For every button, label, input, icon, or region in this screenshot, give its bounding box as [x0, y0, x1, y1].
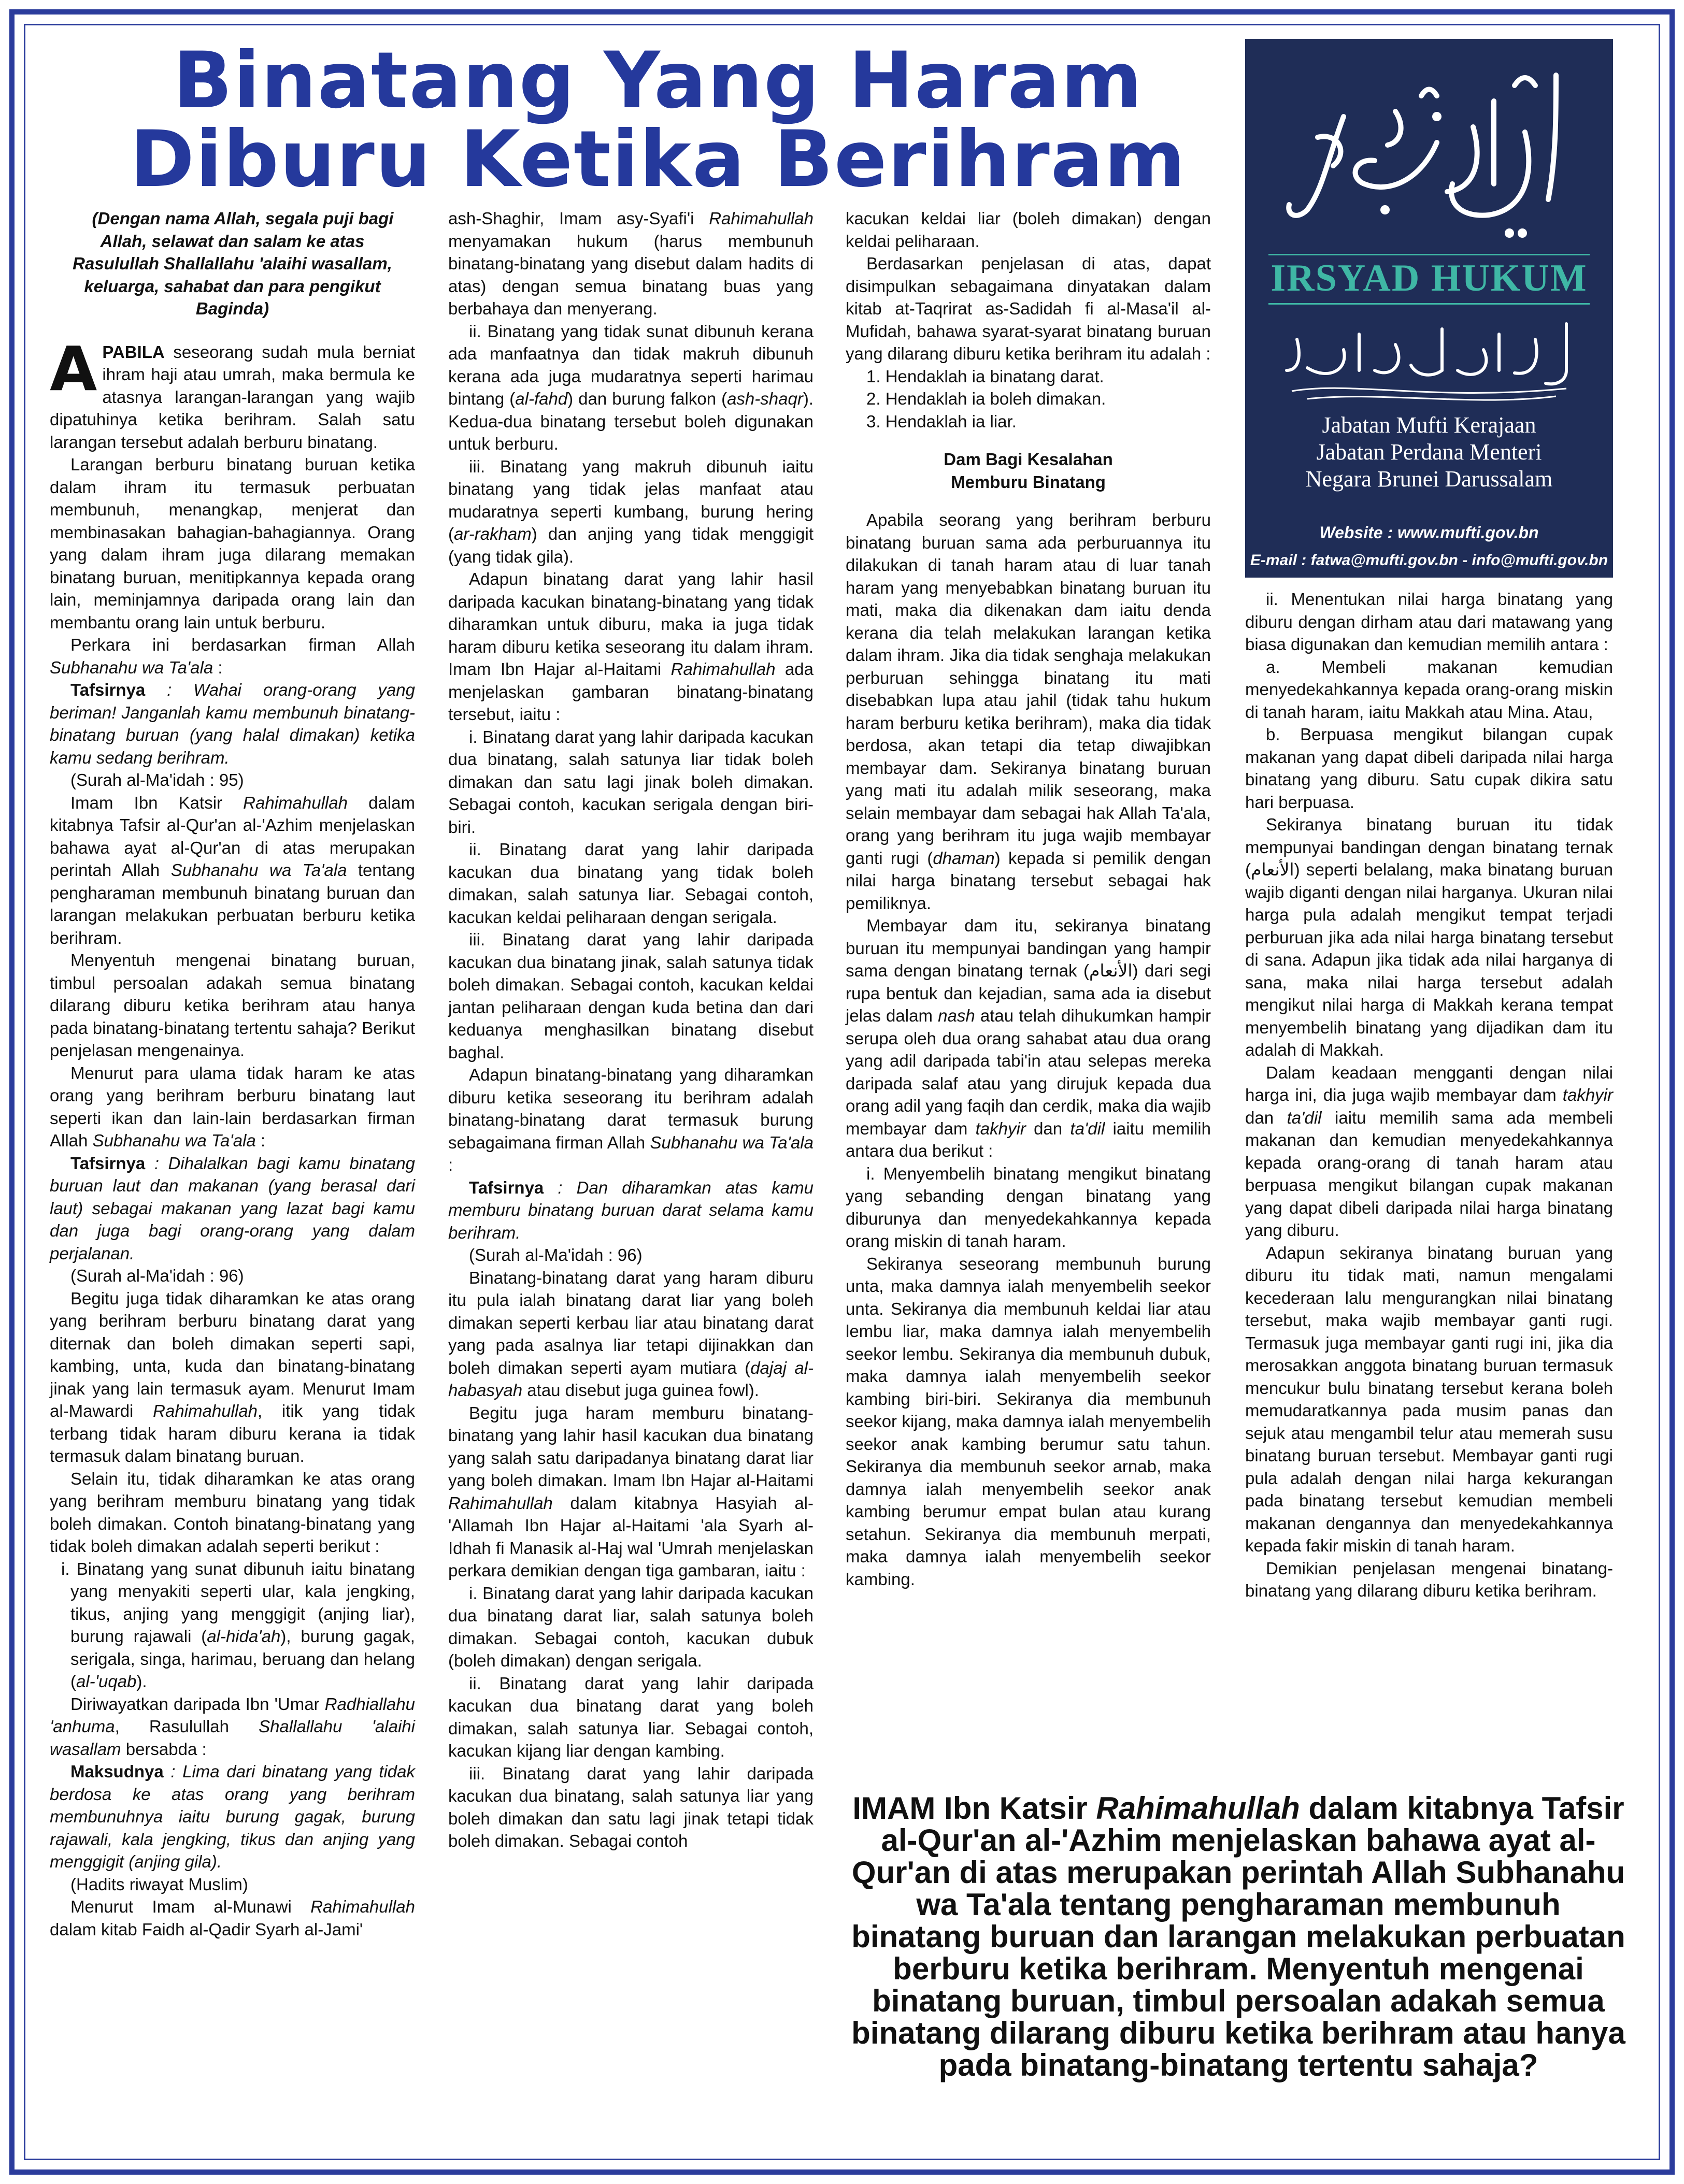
arabic-dept-text: جابتن مفتي كراجان — [1276, 307, 1343, 315]
opening-word: PABILA — [102, 342, 165, 362]
tafsir-label: Tafsirnya — [469, 1177, 544, 1197]
condition-item: 2. Hendaklah ia boleh dimakan. — [866, 389, 1106, 408]
hadith-reference: (Hadits riwayat Muslim) — [70, 1874, 248, 1894]
drop-cap: A — [50, 333, 97, 405]
text: ). Kedua-dua binatang tersebut boleh digunakan untuk berburu. — [448, 389, 814, 453]
text: ta'dil — [1287, 1108, 1322, 1127]
text: nash — [938, 1006, 975, 1025]
text: Rahimahullah — [153, 1401, 258, 1420]
website-link[interactable]: Website : www.mufti.gov.bn — [1319, 523, 1539, 542]
text: Shallallahu 'alaihi wasallam — [50, 1717, 415, 1759]
paragraph — [448, 1064, 814, 1176]
article-column-2 — [448, 207, 814, 1852]
text: ii. Binatang yang tidak sunat dibunuh kerana ada manfaatnya dan tidak makruh dibunuh kerana ada juga mudaratnya seperti harimau bintang ( — [448, 321, 814, 408]
page-title — [78, 36, 1238, 205]
condition-item: 3. Hendaklah ia liar. — [866, 411, 1017, 431]
text: Sekiranya binatang buruan itu tidak mempunyai bandingan dengan binatang ternak ( — [1245, 815, 1613, 879]
text: , Rasulullah — [115, 1717, 259, 1736]
text: dan — [1245, 1108, 1287, 1127]
article-column-3 — [846, 207, 1211, 1590]
text: Begitu juga haram memburu binatang-binatang yang lahir hasil kacukan dua binatang yang salah satu daripadanya binatang darat liar yang boleh dimakan. Imam Ibn Hajar al-Haitami — [448, 1403, 814, 1490]
text: Adapun binatang-binatang yang diharamkan diburu ketika seseorang itu berihram adalah binatang-binatang darat termasuk burung sebagaimana firman Allah — [448, 1065, 814, 1152]
arabic-term: الأنعام — [1089, 961, 1133, 980]
text: Rahimahullah — [448, 1493, 553, 1513]
text: dalam kitabnya Tafsir al-Qur'an al-'Azhim menjelaskan bahawa ayat al-Qur'an di atas merupakan perintah Allah — [50, 793, 415, 880]
text: takhyir — [975, 1118, 1026, 1138]
text: Imam Ibn Katsir — [70, 793, 244, 812]
text: i. Binatang yang sunat dibunuh iaitu binatang yang menyakiti seperti ular, kala jengking, tikus, anjing yang menggigit (anjing liar), burung rajawali ( — [61, 1559, 415, 1646]
text: ta'dil — [1070, 1118, 1105, 1138]
dept-line-3: Negara Brunei Darussalam — [1305, 466, 1553, 492]
maksud-label: Maksudnya — [70, 1762, 164, 1781]
department-names — [1245, 412, 1613, 493]
section-heading — [846, 448, 1211, 493]
paragraph: Adapun sekiranya binatang buruan yang diburu itu tidak mati, namun mengalami kecederaan lalu mengurangkan nilai binatang tersebut, maka wajib membayar ganti rugi. Termasuk juga membayar ganti rugi ini, jika dia merosakkan anggota binatang buruan termasuk mencukur bulu binatang tersebut kerana boleh memudaratkannya pada musim panas dan sejuk atau mengambil telur atau memerah susu binatang buruan tersebut. Membayar ganti rugi pula adalah dengan nilai harga kekurangan pada binatang tersebut kemudian membeli makanan dengannya dan menyedekahkannya kepada fakir miskin di tanah haram. — [1245, 1243, 1613, 1555]
pull-quote-text: dalam kitabnya Tafsir al-Qur'an al-'Azhim menjelaskan bahawa ayat al-Qur'an di atas merupakan perintah Allah Subhanahu wa Ta'ala tentang pengharaman membunuh binatang buruan dan larangan melakukan perbuatan berburu ketika berihram. Menyentuh mengenai binatang buruan, timbul persoalan adakah semua binatang dilarang diburu ketika berihram atau hanya pada binatang-binatang tertentu sahaja? — [851, 1791, 1625, 2082]
paragraph — [50, 1693, 415, 1761]
heading-line-1: Dam Bagi Kesalahan — [944, 450, 1113, 469]
list-item: i. Binatang darat yang lahir daripada kacukan dua binatang, salah satunya liar tidak boleh dimakan dan satu lagi jinak boleh dimakan. Sebagai contoh, kacukan serigala dengan biri-biri. — [448, 727, 814, 837]
tafsir-text: : Wahai orang-orang yang beriman! Janganlah kamu membunuh binatang-binatang buruan (yang halal dimakan) ketika kamu sedang berihram. — [50, 680, 415, 767]
intro-blessing: (Dengan nama Allah, segala puji bagi Allah, selawat dan salam ke atas Rasulullah Shallallahu 'alaihi wasallam, keluarga, sahabat dan para pengikut Baginda) — [73, 209, 394, 318]
logo-divider-bottom — [1268, 303, 1590, 305]
text: bersabda : — [121, 1739, 207, 1759]
calligraphy-emblem — [1266, 48, 1592, 246]
list-item — [50, 1558, 415, 1693]
department-arabic-emblem — [1276, 307, 1582, 407]
list-item: i. Binatang darat yang lahir daripada kacukan dua binatang darat liar, salah satunya boleh dimakan. Sebagai contoh, kacukan dubuk (boleh dimakan) dengan serigala. — [448, 1583, 814, 1670]
pull-quote-text: Rahimahullah — [1096, 1791, 1300, 1826]
tafsir-text: : Dihalalkan bagi kamu binatang buruan laut dan makanan (yang berasal dari laut) sebagai makanan yang lazat bagi kamu dan juga bagi orang-orang yang dalam perjalanan. — [50, 1153, 415, 1263]
arabic-title-text: ارشاد حكم — [1266, 48, 1303, 56]
list-item: ii. Binatang darat yang lahir daripada kacukan dua binatang darat yang boleh dimakan, salah satunya liar. Sebagai contoh, kacukan kijang liar dengan kambing. — [448, 1673, 814, 1760]
text: ) seperti belalang, maka binatang buruan wajib diganti dengan nilai harganya. Ukuran nilai harga pula adalah mengikut tempat terjadi perburuan jika ada nilai harga binatang tersebut di sana. Adapun jika tidak ada nilai harganya di sana, maka nilai harga tersebut adalah mengikut nilai harga di Makkah kerana tempat menyembelih binatang yang dijadikan dam itu adalah di Makkah. — [1245, 860, 1613, 1059]
list-item: i. Menyembelih binatang mengikut binatang yang sebanding dengan binatang yang diburunya dan menyedekahkannya kepada orang miskin di tanah haram. — [846, 1163, 1211, 1251]
text: takhyir — [1562, 1085, 1613, 1104]
paragraph — [50, 1062, 415, 1152]
surah-reference: (Surah al-Ma'idah : 96) — [70, 1266, 244, 1285]
text: ). — [136, 1672, 147, 1691]
text: : — [213, 657, 223, 677]
paragraph — [50, 792, 415, 950]
tafsir-quote — [50, 679, 415, 769]
paragraph — [448, 1402, 814, 1582]
text: Rahimahullah — [243, 793, 348, 812]
text: dalam kitabnya Hasyiah al-'Allamah Ibn Hajar al-Haitami 'ala Syarh al-Idhah fi Manasik al-Haj wal 'Umrah menjelaskan perkara demikian dengan tiga gambaran, iaitu : — [448, 1493, 814, 1580]
dept-line-1: Jabatan Mufti Kerajaan — [1322, 412, 1536, 438]
opening-paragraph — [50, 333, 415, 454]
paragraph — [448, 568, 814, 726]
text: Dalam keadaan mengganti dengan nilai harga ini, dia juga wajib membayar dam — [1245, 1062, 1613, 1104]
paragraph — [846, 914, 1211, 1162]
surah-reference: (Surah al-Ma'idah : 95) — [70, 770, 244, 789]
paragraph: Larangan berburu binatang buruan ketika dalam ihram itu termasuk perbuatan membunuh, menangkap, menjerat dan membinasakan bahagian-bahagiannya. Orang yang dalam ihram juga dilarang memakan binatang buruan, menitipkannya kepada orang lain, meminjamnya daripada orang lain dan membantu orang lain untuk berburu. — [50, 455, 415, 632]
logo-title: IRSYAD HUKUM — [1271, 257, 1588, 299]
text: Subhanahu wa Ta'ala — [92, 1131, 256, 1150]
tafsir-quote — [50, 1152, 415, 1265]
arabic-term: الأنعام — [1251, 860, 1294, 879]
irsyad-hukum-logo — [1245, 39, 1613, 578]
text: ) kepada si pemilik dengan nilai harga binatang tersebut sebagai hak pemiliknya. — [846, 848, 1211, 913]
text: Apabila seorang yang berihram berburu binatang buruan sama ada perburuannya itu dilakukan di tanah haram atau di luar tanah haram yang menyebabkan binatang buruan itu mati, maka dia dikenakan dam iaitu denda kerana dia telah melakukan larangan ketika dalam ihram. Jika dia tidak senghaja melakukan perburuan sehingga binatang itu mati disebabkan lupa atau jahil (tidak tahu hukum haram berburu ketika berihram), maka dia tidak berdosa, akan tetapi dia tetap diwajibkan membayar dam. Sekiranya binatang buruan yang mati itu adalah milik seseorang, maka selain membayar dam sebagai hak Allah Ta'ala, orang yang berihram itu juga wajib membayar ganti rugi ( — [846, 510, 1211, 868]
pull-quote-text: IMAM Ibn Katsir — [852, 1791, 1096, 1826]
paragraph: Sekiranya seseorang membunuh burung unta, maka damnya ialah menyembelih seekor unta. Sekiranya dia membunuh keldai liar atau lembu liar, maka damnya ialah menyembelih seekor lembu. Sekiranya dia membunuh dubuk, maka damnya ialah menyembelih seekor kambing biri-biri. Sekiranya dia membunuh seekor kijang, maka damnya ialah menyembelih seekor anak kambing berumur satu tahun. Sekiranya dia membunuh seekor arnab, maka damnya ialah menyembelih seekor anak kambing berumur empat bulan atau kurang setahun. Sekiranya dia membunuh merpati, maka damnya ialah menyembelih seekor kambing. — [846, 1254, 1211, 1589]
text: Binatang-binatang darat yang haram diburu itu pula ialah binatang darat liar yang boleh dimakan seperti kerbau liar atau binatang darat yang pada asalnya liar tetapi dijinakkan dan boleh dimakan seperti ayam mutiara ( — [448, 1268, 814, 1377]
paragraph: Menyentuh mengenai binatang buruan, timbul persoalan adakah semua binatang dilarang diburu ketika berihram atau hanya pada binatang-binatang tertentu sahaja? Berikut penjelasan mengenainya. — [50, 951, 415, 1060]
text: : — [448, 1155, 453, 1174]
text: ) dan burung falkon ( — [567, 389, 727, 408]
email-contact[interactable]: E-mail : fatwa@mufti.gov.bn - info@mufti.gov.bn — [1250, 552, 1608, 569]
paragraph — [1245, 1061, 1613, 1242]
text: Subhanahu wa Ta'ala — [50, 657, 213, 677]
surah-reference: (Surah al-Ma'idah : 96) — [469, 1245, 643, 1265]
text: al-'uqab — [76, 1672, 137, 1691]
paragraph — [846, 509, 1211, 914]
text: Radhiallahu 'anhuma — [50, 1694, 415, 1736]
text: al-hida'ah — [207, 1627, 281, 1646]
paragraph: kacukan keldai liar (boleh dimakan) dengan keldai peliharaan. — [846, 209, 1211, 251]
list-item — [448, 320, 814, 455]
paragraph: Selain itu, tidak diharamkan ke atas orang yang berihram memburu binatang yang tidak boleh dimakan. Contoh binatang-binatang yang tidak boleh dimakan adalah seperti berikut : — [50, 1469, 415, 1556]
list-item: iii. Binatang darat yang lahir daripada kacukan dua binatang jinak, salah satunya tidak boleh dimakan. Sebagai contoh, kacukan keldai jantan peliharaan dengan kuda betina dan dari keduanya menghasilkan binatang disebut baghal. — [448, 930, 814, 1062]
paragraph — [50, 1287, 415, 1468]
text: Rahimahullah — [670, 659, 776, 679]
text: Perkara ini berdasarkan firman Allah — [70, 635, 415, 654]
list-item — [448, 455, 814, 568]
condition-item: 1. Hendaklah ia binatang darat. — [866, 366, 1104, 386]
text: Menurut Imam al-Munawi — [70, 1897, 311, 1916]
text: ) dari segi rupa bentuk dan kejadian, sama ada ia disebut jelas dalam — [846, 961, 1211, 1025]
text: Subhanahu wa Ta'ala — [170, 860, 347, 880]
text: dhaman — [933, 848, 995, 868]
text: menyamakan hukum (harus membunuh binatang-binatang yang disebut dalam hadits di atas) dengan semua binatang buas yang berbahaya dan menyerang. — [448, 231, 814, 318]
dept-line-2: Jabatan Perdana Menteri — [1316, 439, 1542, 465]
hadith-text: : Lima dari binatang yang tidak berdosa ke atas orang yang berihram membunuhnya iaitu burung gagak, burung rajawali, kala jengking, tikus dan anjing yang menggigit (anjing gila). — [50, 1762, 415, 1871]
text: Subhanahu wa Ta'ala — [650, 1132, 814, 1152]
text: Membayar dam itu, sekiranya binatang buruan itu mempunyai bandingan yang hampir sama dengan binatang ternak ( — [846, 916, 1211, 980]
heading-line-2: Memburu Binatang — [951, 472, 1106, 492]
text: Rahimahullah — [310, 1897, 415, 1916]
title-line-1: Binatang Yang Haram — [173, 36, 1143, 126]
text: atau telah dihukumkan hampir serupa oleh dua orang sahabat atau dua orang yang adil daripada tabi'in atau selepas mereka daripada salaf atau yang dirujuk kepada dua orang adil yang faqih dan cerdik, maka dia wajib membayar dam — [846, 1006, 1211, 1138]
list-item: ii. Binatang darat yang lahir daripada kacukan dua binatang yang tidak boleh dimakan, salah satunya liar. Sebagai contoh, kacukan keldai peliharaan dengan serigala. — [448, 840, 814, 927]
text: ar-rakham — [454, 524, 532, 543]
paragraph — [448, 1267, 814, 1402]
text: ada menjelaskan gambaran binatang-binatang tersebut, iaitu : — [448, 659, 814, 724]
text: ), burung gagak, serigala, singa, harimau, beruang dan helang ( — [70, 1627, 415, 1691]
text: iaitu memilih antara dua berikut : — [846, 1118, 1211, 1160]
text: dajaj al-habasyah — [448, 1358, 814, 1400]
paragraph-text: seseorang sudah mula berniat ihram haji atau umrah, maka bermula ke atasnya larangan-larangan yang wajib dipatuhinya ketika berihram. Salah satu larangan tersebut adalah berburu binatang. — [50, 342, 415, 452]
text: Rahimahullah — [709, 209, 814, 228]
option-item: a. Membeli makanan kemudian menyedekahkannya kepada orang-orang miskin di tanah haram, iaitu Makkah atau Mina. Atau, — [1245, 657, 1613, 722]
text: dalam kitab Faidh al-Qadir Syarh al-Jami' — [50, 1919, 363, 1939]
paragraph — [50, 634, 415, 679]
list-item: ii. Menentukan nilai harga binatang yang diburu dengan dirham atau dari matawang yang biasa digunakan dan kemudian memilih antara : — [1245, 590, 1613, 654]
text: : — [255, 1131, 266, 1150]
list-item: iii. Binatang darat yang lahir daripada kacukan dua binatang, salah satunya liar yang boleh dimakan dan satu lagi jinak tetapi tidak boleh dimakan. Sebagai contoh — [448, 1763, 814, 1850]
paragraph — [448, 207, 814, 320]
tafsir-label: Tafsirnya — [70, 1153, 146, 1173]
tafsir-text: : Dan diharamkan atas kamu memburu binatang buruan darat selama kamu berihram. — [448, 1177, 814, 1242]
text: Begitu juga tidak diharamkan ke atas orang yang berihram berburu binatang darat yang diternak dan boleh dimakan seperti sapi, kambing, unta, kuda dan binatang-binatang jinak yang lain termasuk ayam. Menurut Imam al-Mawardi — [50, 1288, 415, 1420]
paragraph: Berdasarkan penjelasan di atas, dapat disimpulkan sebagaimana dinyatakan dalam kitab at-Taqrirat as-Sadidah fi al-Masa'il al-Mufidah, bahawa syarat-syarat binatang buruan yang dilarang diburu ketika berihram itu adalah : — [846, 254, 1211, 363]
text: Adapun binatang darat yang lahir hasil daripada kacukan binatang-binatang yang tidak diharamkan untuk diburu, maka ia juga tidak haram diburu ketika seseorang itu dalam ihram. Imam Ibn Hajar al-Haitami — [448, 569, 814, 679]
pull-quote — [850, 1792, 1627, 2081]
text: al-fahd — [515, 389, 568, 408]
title-line-2: Diburu Ketika Berihram — [130, 114, 1187, 205]
paragraph — [50, 1895, 415, 1941]
article-column-4 — [1245, 588, 1613, 1602]
paragraph — [1245, 813, 1613, 1061]
text: ash-shaqr — [727, 389, 803, 408]
closing-paragraph: Demikian penjelasan mengenai binatang-binatang yang dilarang diburu ketika berihram. — [1245, 1558, 1613, 1600]
tafsir-label: Tafsirnya — [70, 680, 146, 699]
option-item: b. Berpuasa mengikut bilangan cupak makanan yang dapat dibeli daripada nilai harga binatang yang diburu. Satu cupak dikira satu hari berpuasa. — [1245, 725, 1613, 812]
text: Diriwayatkan daripada Ibn 'Umar — [70, 1694, 325, 1714]
hadith-quote — [50, 1760, 415, 1873]
text: dan — [1025, 1118, 1071, 1138]
text: ) dan anjing yang tidak menggigit (yang tidak gila). — [448, 524, 814, 566]
text: iii. Binatang yang makruh dibunuh iaitu binatang yang tidak jelas manfaat atau mudaratnya seperti kumbang, burung hering ( — [448, 456, 814, 543]
text: atau disebut juga guinea fowl). — [522, 1381, 759, 1400]
text: , itik yang tidak terbang tidak haram diburu kerana ia tidak termasuk dalam binatang buruan. — [50, 1401, 415, 1465]
text: Menurut para ulama tidak haram ke atas orang yang berihram berburu binatang laut seperti ikan dan lain-lain berdasarkan firman Allah — [50, 1063, 415, 1150]
article-column-1 — [50, 207, 415, 1941]
text: iaitu memilih sama ada membeli makanan dan kemudian menyedekahkannya kepada orang-orang di tanah haram atau berpuasa mengikut bilangan cupak makanan yang dapat dibeli daripada nilai harga binatang yang diburu. — [1245, 1108, 1614, 1240]
tafsir-quote — [448, 1176, 814, 1244]
logo-divider-top — [1268, 254, 1590, 255]
text: tentang pengharaman membunuh binatang buruan dan larangan melakukan perbuatan berburu ketika berihram. — [50, 860, 415, 947]
text: ash-Shaghir, Imam asy-Syafi'i — [448, 209, 709, 228]
